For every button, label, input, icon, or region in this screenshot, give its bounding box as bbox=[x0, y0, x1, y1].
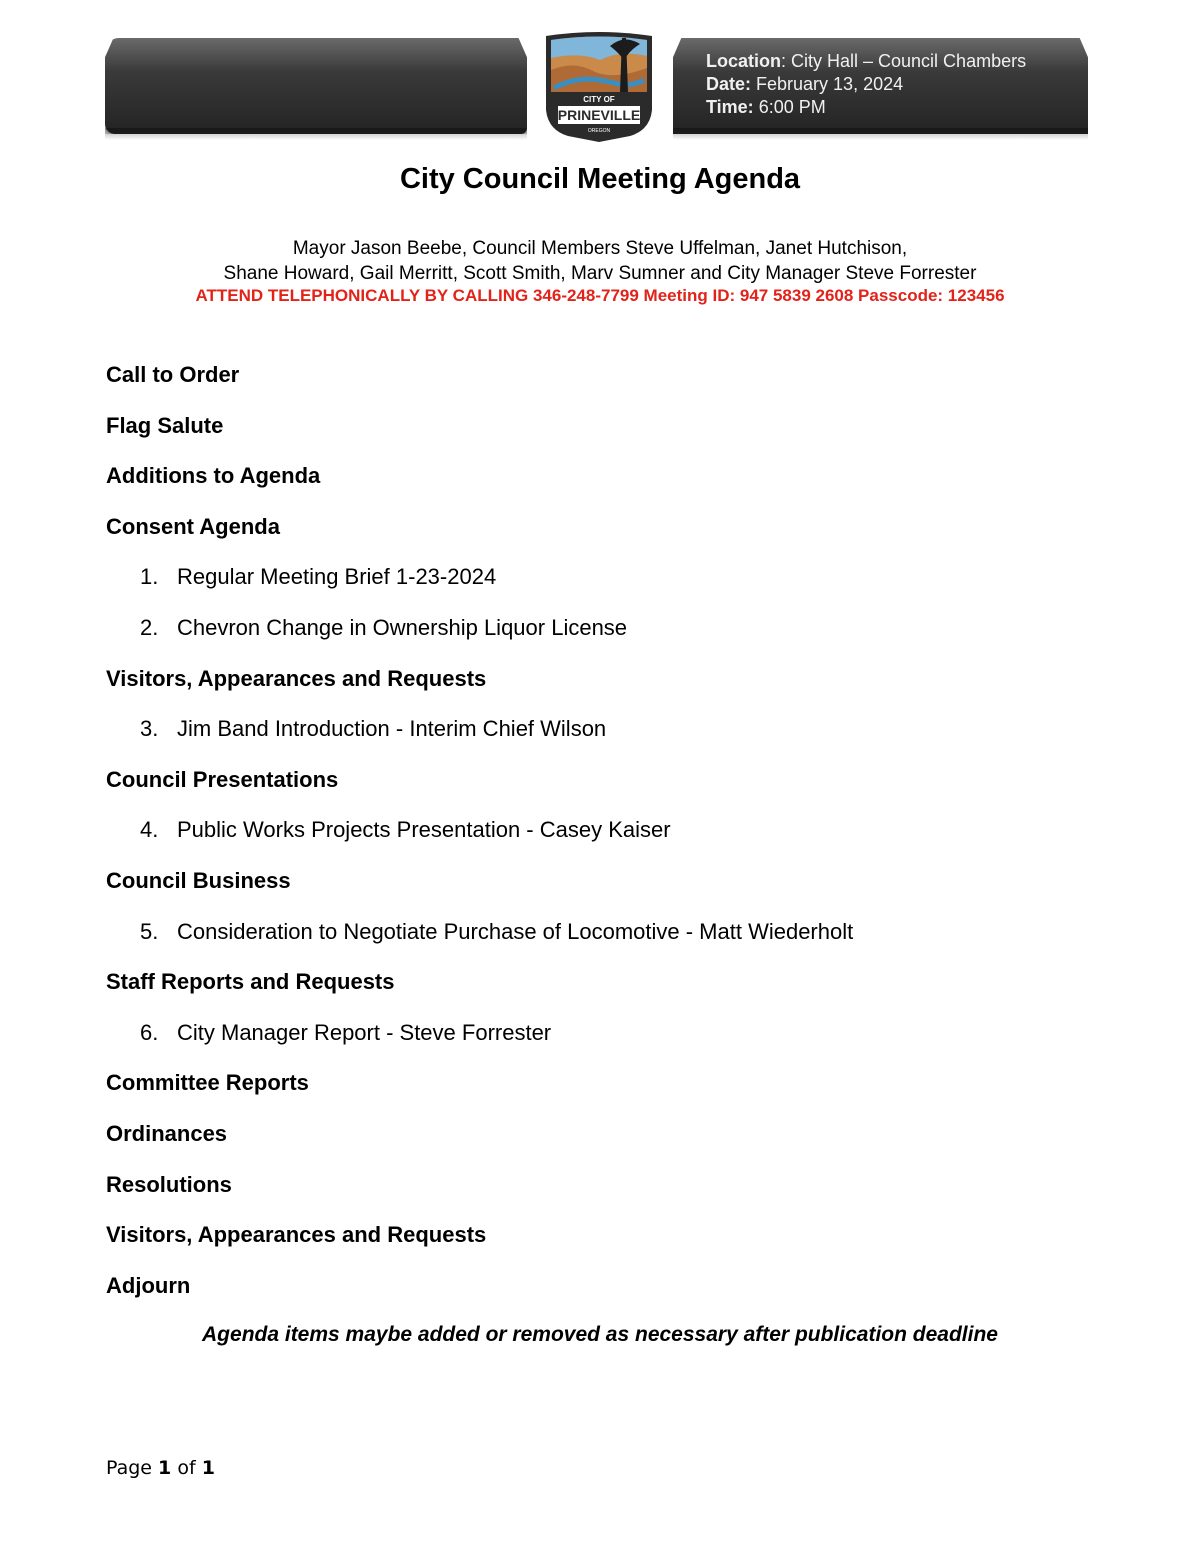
agenda-section-heading: Council Business bbox=[106, 868, 291, 893]
date-value: February 13, 2024 bbox=[751, 74, 904, 94]
agenda-item-text: Public Works Projects Presentation - Casey Kaiser bbox=[177, 817, 671, 842]
agenda-section-heading: Call to Order bbox=[106, 362, 240, 387]
page-of: of bbox=[171, 1457, 202, 1479]
agenda-item-text: Regular Meeting Brief 1-23-2024 bbox=[177, 564, 497, 589]
meeting-info bbox=[706, 50, 1026, 119]
agenda-item bbox=[140, 919, 853, 945]
agenda-note: Agenda items maybe added or removed as necessary after publication deadline bbox=[202, 1323, 998, 1346]
agenda-item-number: 5. bbox=[140, 919, 159, 944]
location-value: : City Hall – Council Chambers bbox=[781, 51, 1027, 71]
location-line bbox=[706, 50, 1026, 73]
agenda-item-number: 4. bbox=[140, 817, 159, 842]
council-members bbox=[0, 236, 1200, 286]
agenda-section-heading: Consent Agenda bbox=[106, 514, 280, 539]
agenda-section-heading: Flag Salute bbox=[106, 413, 224, 438]
location-label: Location bbox=[706, 51, 781, 71]
agenda-section-heading: Visitors, Appearances and Requests bbox=[106, 666, 487, 691]
agenda-section-heading: Adjourn bbox=[106, 1273, 191, 1298]
agenda-section-heading: Resolutions bbox=[106, 1172, 232, 1197]
agenda-item-number: 1. bbox=[140, 564, 159, 589]
agenda-item-text: City Manager Report - Steve Forrester bbox=[177, 1020, 552, 1045]
telephone-notice: ATTEND TELEPHONICALLY BY CALLING 346-248-7799 Meeting ID: 947 5839 2608 Passcode: 123456 bbox=[195, 286, 1005, 305]
agenda-section-heading: Committee Reports bbox=[106, 1070, 309, 1095]
logo-text-bottom: OREGON bbox=[587, 128, 611, 134]
page-number bbox=[106, 1457, 215, 1479]
members-line-2: Shane Howard, Gail Merritt, Scott Smith, Marv Sumner and City Manager Steve Forrester bbox=[223, 263, 977, 284]
agenda-item bbox=[140, 716, 606, 742]
agenda-item bbox=[140, 817, 671, 843]
agenda-item-text: Jim Band Introduction - Interim Chief Wilson bbox=[177, 716, 607, 741]
agenda-item-number: 3. bbox=[140, 716, 159, 741]
agenda-section-heading: Council Presentations bbox=[106, 767, 339, 792]
time-value: 6:00 PM bbox=[753, 97, 826, 117]
page-total: 1 bbox=[201, 1457, 215, 1479]
logo-text-main: PRINEVILLE bbox=[557, 107, 641, 123]
agenda-item-text: Consideration to Negotiate Purchase of Locomotive - Matt Wiederholt bbox=[177, 919, 854, 944]
agenda-section-heading: Ordinances bbox=[106, 1121, 228, 1146]
date-line bbox=[706, 73, 1026, 96]
agenda-item-number: 2. bbox=[140, 615, 159, 640]
date-label: Date: bbox=[706, 74, 752, 94]
agenda-item bbox=[140, 615, 627, 641]
agenda-section-heading: Visitors, Appearances and Requests bbox=[106, 1222, 487, 1247]
agenda-section-heading: Additions to Agenda bbox=[106, 463, 321, 488]
agenda-section-heading: Staff Reports and Requests bbox=[106, 969, 395, 994]
logo-text-top: CITY OF bbox=[583, 95, 615, 104]
banner-shadow-left bbox=[105, 128, 527, 140]
time-line bbox=[706, 96, 1026, 119]
agenda-item-number: 6. bbox=[140, 1020, 159, 1045]
page-current: 1 bbox=[158, 1457, 172, 1479]
agenda-item bbox=[140, 564, 496, 590]
page-title: City Council Meeting Agenda bbox=[399, 163, 801, 195]
page-prefix: Page bbox=[106, 1457, 159, 1479]
time-label: Time: bbox=[706, 97, 754, 117]
header-banner-left bbox=[105, 38, 527, 134]
banner-shadow-right bbox=[673, 128, 1088, 140]
members-line-1: Mayor Jason Beebe, Council Members Steve Uffelman, Janet Hutchison, bbox=[292, 238, 908, 259]
agenda-item-text: Chevron Change in Ownership Liquor License bbox=[177, 615, 628, 640]
city-logo bbox=[540, 30, 658, 142]
agenda-item bbox=[140, 1020, 551, 1046]
